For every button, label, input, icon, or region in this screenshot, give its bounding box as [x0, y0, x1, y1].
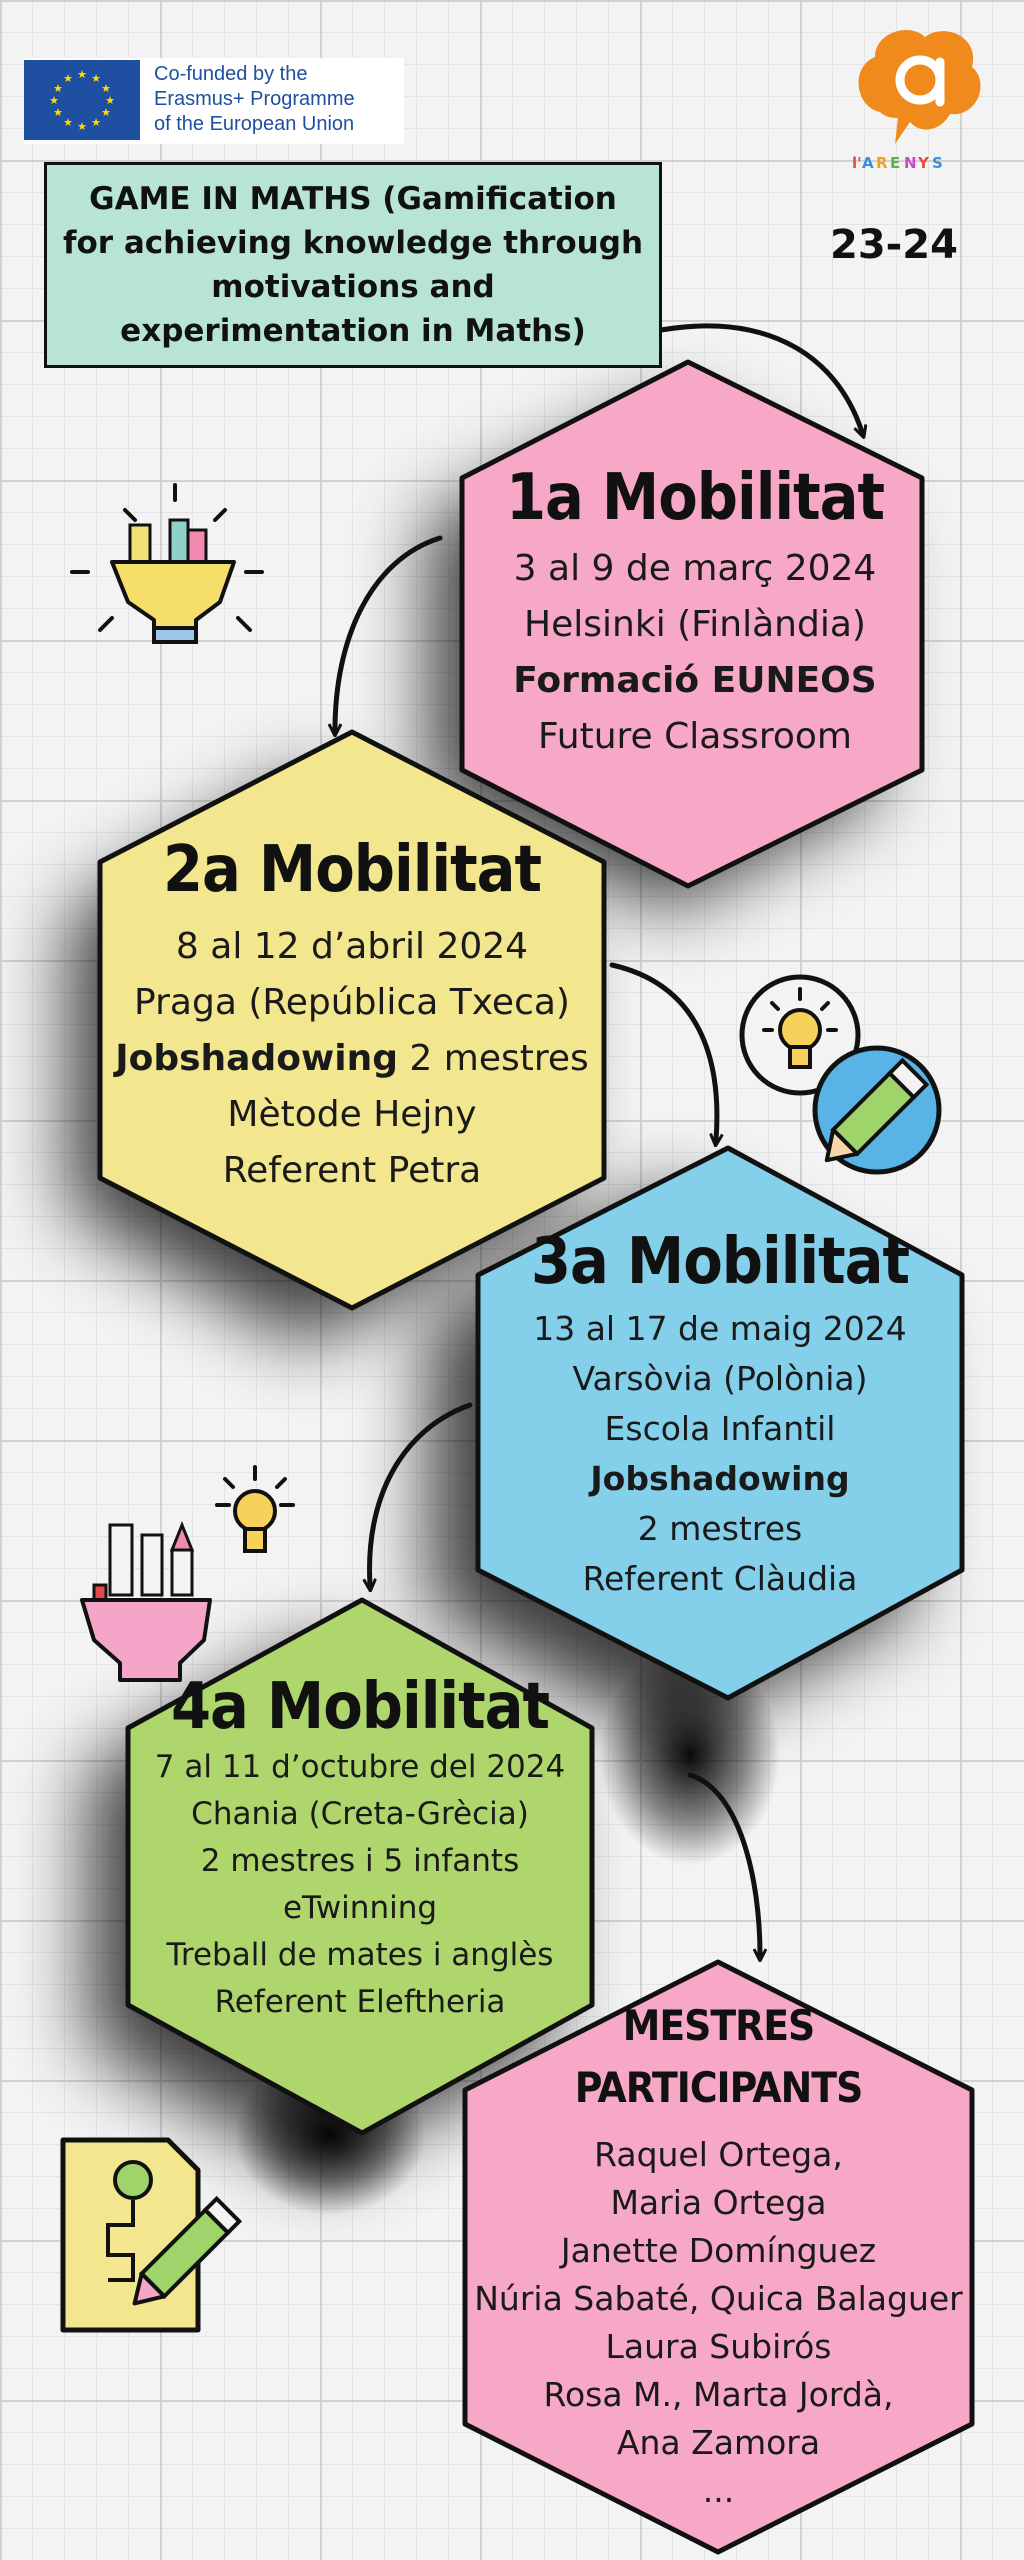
svg-text:★: ★ — [105, 94, 115, 107]
mobility-line: Formació EUNEOS — [513, 660, 877, 701]
mobility-line: Mètode Hejny — [227, 1094, 477, 1135]
arrow-icon — [612, 965, 717, 1140]
participant-name: Laura Subirós — [605, 2327, 832, 2366]
arrow-icon — [335, 538, 440, 730]
svg-text:l': l' — [852, 154, 862, 172]
pencil-icon — [815, 1048, 939, 1172]
school-logo-icon — [850, 22, 985, 172]
participants-title-line: PARTICIPANTS — [574, 2063, 863, 2112]
svg-text:★: ★ — [101, 106, 111, 119]
document-pencil-icon — [63, 2140, 239, 2330]
participant-name: Ana Zamora — [616, 2423, 821, 2462]
mobility-line: Jobshadowing — [590, 1459, 850, 1498]
svg-text:★: ★ — [63, 72, 73, 85]
mobility-title: 4a Mobilitat — [170, 1670, 550, 1744]
svg-text:Y: Y — [918, 154, 929, 172]
project-title: GAME IN MATHS (Gamification for achieving knowledge through motivations and experimentation in Maths) — [62, 181, 644, 349]
participant-name: Núria Sabaté, Quica Balaguer — [474, 2279, 963, 2318]
mobility-line: 2 mestres i 5 infants — [200, 1843, 520, 1879]
svg-text:★: ★ — [91, 72, 101, 85]
mobility-line: Referent Clàudia — [582, 1559, 858, 1598]
pencil-cup-icon — [82, 1525, 210, 1680]
participants-content — [465, 1995, 972, 2515]
lightbulb-icon — [217, 1467, 293, 1551]
mobility-details — [480, 541, 910, 765]
eu-flag-icon — [24, 60, 140, 140]
svg-text:E: E — [890, 154, 901, 172]
participant-name: ... — [702, 2471, 735, 2510]
mobility-2-content — [100, 825, 604, 1199]
mobility-line: Chania (Creta-Grècia) — [191, 1796, 529, 1832]
mobility-line: 2 mestres — [637, 1509, 803, 1548]
svg-text:★: ★ — [77, 68, 87, 81]
mobility-title: 2a Mobilitat — [162, 833, 542, 907]
mobility-line: Praga (República Txeca) — [134, 982, 570, 1023]
participants-title — [465, 1995, 972, 2119]
eu-logo-line: of the European Union — [154, 113, 355, 135]
mobility-details — [128, 1744, 592, 2026]
svg-text:★: ★ — [53, 82, 63, 95]
mobility-line: Varsòvia (Polònia) — [572, 1359, 868, 1398]
mobility-line: 7 al 11 d’octubre del 2024 — [154, 1749, 566, 1785]
mobility-1-content — [480, 455, 910, 765]
participants-title-line: MESTRES — [622, 2001, 815, 2050]
mobility-line: 8 al 12 d’abril 2024 — [175, 926, 529, 967]
svg-text:A: A — [862, 154, 874, 172]
participant-name: Raquel Ortega, — [594, 2135, 843, 2174]
eu-logo-line: Erasmus+ Programme — [154, 88, 355, 110]
mobility-line — [100, 1031, 604, 1087]
idea-pencil-cup-icon — [72, 485, 262, 642]
mobility-line: Future Classroom — [538, 716, 852, 757]
project-title-box — [44, 162, 662, 368]
svg-text:S: S — [932, 154, 943, 172]
mobility-line: Referent Eleftheria — [214, 1984, 506, 2020]
svg-text:N: N — [904, 154, 917, 172]
mobility-line: Referent Petra — [222, 1150, 482, 1191]
mobility-line: Escola Infantil — [604, 1409, 836, 1448]
participant-name: Janette Domínguez — [560, 2231, 877, 2270]
svg-text:★: ★ — [101, 82, 111, 95]
mobility-title: 3a Mobilitat — [530, 1225, 910, 1299]
mobility-3-content — [478, 1220, 962, 1604]
eu-logo — [24, 58, 404, 144]
mobility-line-rest: 2 mestres — [397, 1038, 589, 1079]
svg-text:★: ★ — [63, 116, 73, 129]
eu-logo-line: Co-funded by the — [154, 63, 308, 85]
mobility-line: Helsinki (Finlàndia) — [524, 604, 866, 645]
mobility-line: 3 al 9 de març 2024 — [513, 548, 877, 589]
svg-text:★: ★ — [91, 116, 101, 129]
svg-text:R: R — [876, 154, 888, 172]
participant-name: Maria Ortega — [610, 2183, 827, 2222]
school-year: 23-24 — [830, 222, 958, 268]
svg-text:★: ★ — [49, 94, 59, 107]
mobility-line-bold: Jobshadowing — [115, 1038, 398, 1079]
mobility-line: Treball de mates i anglès — [166, 1937, 554, 1973]
mobility-line: 13 al 17 de maig 2024 — [533, 1309, 907, 1348]
mobility-4-content — [128, 1670, 592, 2026]
mobility-title: 1a Mobilitat — [505, 461, 885, 535]
svg-text:★: ★ — [77, 120, 87, 133]
participants-list — [465, 2131, 972, 2515]
participant-name: Rosa M., Marta Jordà, — [543, 2375, 894, 2414]
mobility-details — [100, 919, 604, 1199]
svg-text:★: ★ — [53, 106, 63, 119]
mobility-details — [478, 1304, 962, 1604]
eu-logo-text — [154, 62, 404, 137]
mobility-line: eTwinning — [282, 1890, 438, 1926]
